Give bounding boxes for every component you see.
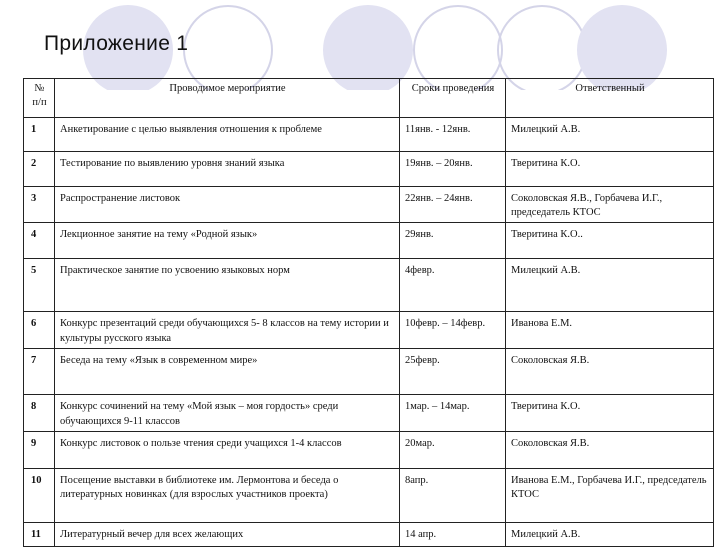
row-dates: 29янв. bbox=[400, 223, 506, 259]
row-responsible: Соколовская Я.В. bbox=[506, 431, 714, 468]
events-table bbox=[23, 78, 714, 547]
table-row bbox=[24, 468, 714, 522]
table-row bbox=[24, 118, 714, 152]
row-event: Анкетирование с целью выявления отношения к проблеме bbox=[55, 118, 400, 152]
row-num: 1 bbox=[24, 118, 55, 152]
row-dates: 20мар. bbox=[400, 431, 506, 468]
row-responsible: Милецкий А.В. bbox=[506, 522, 714, 546]
row-dates: 19янв. – 20янв. bbox=[400, 152, 506, 187]
row-num: 2 bbox=[24, 152, 55, 187]
row-num: 7 bbox=[24, 349, 55, 395]
row-responsible: Тверитина К.О. bbox=[506, 152, 714, 187]
row-num: 8 bbox=[24, 395, 55, 431]
row-event: Конкурс листовок о пользе чтения среди учащихся 1-4 классов bbox=[55, 431, 400, 468]
row-dates: 10февр. – 14февр. bbox=[400, 312, 506, 349]
row-num: 5 bbox=[24, 259, 55, 312]
row-event: Распространение листовок bbox=[55, 187, 400, 223]
row-responsible: Тверитина К.О. bbox=[506, 395, 714, 431]
row-dates: 4февр. bbox=[400, 259, 506, 312]
row-dates: 8апр. bbox=[400, 468, 506, 522]
table-row bbox=[24, 187, 714, 223]
table-row bbox=[24, 431, 714, 468]
table-row bbox=[24, 259, 714, 312]
table-row bbox=[24, 152, 714, 187]
table-row bbox=[24, 522, 714, 546]
table-row bbox=[24, 312, 714, 349]
table-header-row bbox=[24, 79, 714, 118]
row-dates: 1мар. – 14мар. bbox=[400, 395, 506, 431]
row-num: 6 bbox=[24, 312, 55, 349]
row-responsible: Иванова Е.М. bbox=[506, 312, 714, 349]
table-row bbox=[24, 395, 714, 431]
row-dates: 22янв. – 24янв. bbox=[400, 187, 506, 223]
row-event: Посещение выставки в библиотеке им. Лермонтова и беседа о литературных новинках (для взрослых участников проекта) bbox=[55, 468, 400, 522]
header-event: Проводимое мероприятие bbox=[55, 79, 400, 118]
row-num: 3 bbox=[24, 187, 55, 223]
header-num: № п/п bbox=[24, 79, 55, 118]
header-dates: Сроки проведения bbox=[400, 79, 506, 118]
row-num: 9 bbox=[24, 431, 55, 468]
row-num: 4 bbox=[24, 223, 55, 259]
row-event: Конкурс презентаций среди обучающихся 5- 8 классов на тему истории и культуры русского языка bbox=[55, 312, 400, 349]
row-event: Тестирование по выявлению уровня знаний языка bbox=[55, 152, 400, 187]
table-row bbox=[24, 349, 714, 395]
table-row bbox=[24, 223, 714, 259]
page-title: Приложение 1 bbox=[44, 32, 189, 55]
row-event: Лекционное занятие на тему «Родной язык» bbox=[55, 223, 400, 259]
row-responsible: Тверитина К.О.. bbox=[506, 223, 714, 259]
row-event: Практическое занятие по усвоению языковых норм bbox=[55, 259, 400, 312]
row-responsible: Милецкий А.В. bbox=[506, 118, 714, 152]
row-dates: 11янв. - 12янв. bbox=[400, 118, 506, 152]
row-responsible: Иванова Е.М., Горбачева И.Г., председатель КТОС bbox=[506, 468, 714, 522]
row-dates: 14 апр. bbox=[400, 522, 506, 546]
row-num: 10 bbox=[24, 468, 55, 522]
row-event: Беседа на тему «Язык в современном мире» bbox=[55, 349, 400, 395]
row-responsible: Соколовская Я.В., Горбачева И.Г., председатель КТОС bbox=[506, 187, 714, 223]
row-event: Литературный вечер для всех желающих bbox=[55, 522, 400, 546]
row-dates: 25февр. bbox=[400, 349, 506, 395]
row-event: Конкурс сочинений на тему «Мой язык – моя гордость» среди обучающихся 9-11 классов bbox=[55, 395, 400, 431]
row-responsible: Соколовская Я.В. bbox=[506, 349, 714, 395]
row-responsible: Милецкий А.В. bbox=[506, 259, 714, 312]
header-responsible: Ответственный bbox=[506, 79, 714, 118]
row-num: 11 bbox=[24, 522, 55, 546]
